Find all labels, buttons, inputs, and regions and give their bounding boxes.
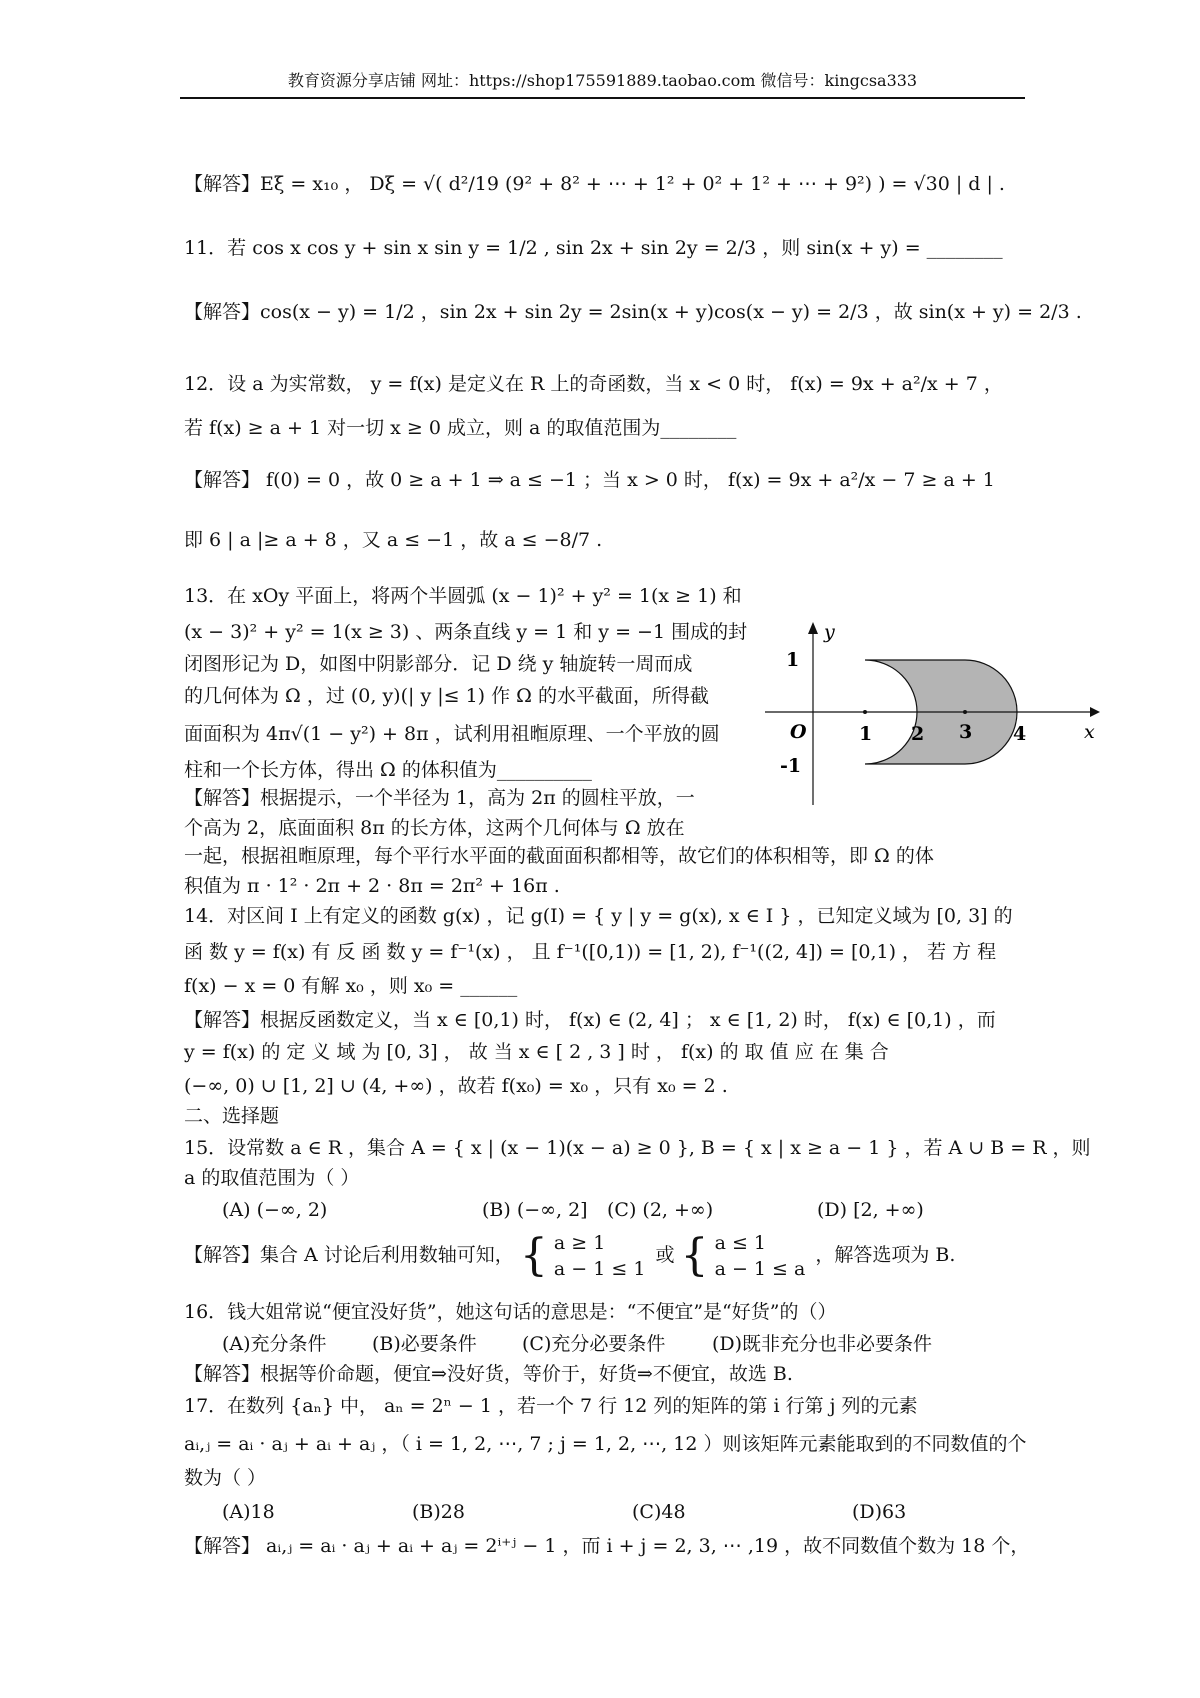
q13-line-1: 13．在 xOy 平面上，将两个半圆弧 (x − 1)² + y² = 1(x ≥ 1) 和 [184, 585, 742, 607]
q16-option-b: (B)必要条件 [372, 1333, 477, 1355]
x-tick-label-4: 4 [1013, 723, 1027, 745]
q12-question-line2: 若 f(x) ≥ a + 1 对一切 x ≥ 0 成立，则 a 的取值范围为________ [184, 417, 737, 439]
q11-question: 11．若 cos x cos y + sin x sin y = 1/2 , sin 2x + sin 2y = 2/3 ，则 sin(x + y) = ________ [184, 237, 1003, 259]
x-tick-label-3: 3 [959, 721, 973, 743]
q15-answer-prefix: 【解答】集合 A 讨论后利用数轴可知， [184, 1244, 514, 1266]
origin-label: O [790, 721, 807, 743]
q17-option-a: (A)18 [222, 1501, 275, 1523]
page-header: 教育资源分享店铺 网址：https://shop175591889.taobao.com 微信号：kingcsa333 [180, 68, 1025, 99]
q14-line-2: 函 数 y = f(x) 有 反 函 数 y = f⁻¹(x) ， 且 f⁻¹([0,1)) = [1, 2), f⁻¹((2, 4]) = [0,1) ， 若 方 程 [184, 941, 997, 963]
q13-line-5: 面面积为 4π√(1 − y²) + 8π ，试利用祖暅原理、一个平放的圆 [184, 723, 720, 745]
x-tick-label-1: 1 [859, 723, 873, 745]
q11-answer: 【解答】cos(x − y) = 1/2 ，sin 2x + sin 2y = 2sin(x + y)cos(x − y) = 2/3 ，故 sin(x + y) = 2/3 . [184, 301, 1082, 323]
q14-answer-line-1: 【解答】根据反函数定义，当 x ∈ [0,1) 时， f(x) ∈ (2, 4] ； x ∈ [1, 2) 时， f(x) ∈ [0,1) ，而 [184, 1009, 996, 1031]
q15-option-a: (A) (−∞, 2) [222, 1199, 328, 1221]
x-axis-label: x [1084, 721, 1095, 743]
q14-line-1: 14．对区间 I 上有定义的函数 g(x) ，记 g(I) = { y | y = g(x), x ∈ I } ，已知定义域为 [0, 3] 的 [184, 905, 1013, 927]
q15-option-b: (B) (−∞, 2] [482, 1199, 588, 1221]
q16-answer: 【解答】根据等价命题，便宜⇒没好货，等价于，好货⇒不便宜，故选 B. [184, 1363, 793, 1385]
x-axis-arrow [1090, 707, 1100, 717]
q16-option-c: (C)充分必要条件 [522, 1333, 666, 1355]
q15-system-2 [715, 1230, 806, 1282]
q13-line-6: 柱和一个长方体，得出 Ω 的体积值为__________ [184, 759, 592, 781]
q17-question-line1: 17．在数列 {aₙ} 中， aₙ = 2ⁿ − 1 ，若一个 7 行 12 列的矩阵的第 i 行第 j 列的元素 [184, 1395, 918, 1417]
y-axis-arrow [808, 622, 818, 634]
q16-option-a: (A)充分条件 [222, 1333, 327, 1355]
q13-answer-line-1: 【解答】根据提示，一个半径为 1，高为 2π 的圆柱平放，一 [184, 787, 695, 809]
section-title: 二、选择题 [184, 1105, 280, 1127]
q17-question-line2: aᵢ,ⱼ = aᵢ · aⱼ + aᵢ + aⱼ ，（ i = 1, 2, ⋯, 7 ; j = 1, 2, ⋯, 12 ）则该矩阵元素能取到的不同数值的个 [184, 1433, 1027, 1455]
q12-answer-line2: 即 6 | a |≥ a + 8 ，又 a ≤ −1 ，故 a ≤ −8/7 . [184, 529, 603, 551]
q17-answer: 【解答】 aᵢ,ⱼ = aᵢ · aⱼ + aᵢ + aⱼ = 2ⁱ⁺ʲ − 1 ，而 i + j = 2, 3, ⋯ ,19 ，故不同数值个数为 18 个， [184, 1535, 1030, 1557]
q10-answer: 【解答】Eξ = x₁₀ ， Dξ = √( d²/19 (9² + 8² + ⋯ + 1² + 0² + 1² + ⋯ + 9²) ) = √30 | d | . [184, 173, 1005, 195]
q13-answer-line-4: 积值为 π · 1² · 2π + 2 · 8π = 2π² + 16π . [184, 875, 560, 897]
q15-answer: 【解答】集合 A 讨论后利用数轴可知， { a ≥ 1 a − 1 ≤ 1 或 { a ≤ 1 a − 1 ≤ a ，解答选项为 B. [184, 1230, 956, 1281]
q16-question: 16．钱大姐常说“便宜没好货”，她这句话的意思是：“不便宜”是“好货”的（） [184, 1301, 837, 1323]
q13-line-2: (x − 3)² + y² = 1(x ≥ 3) 、两条直线 y = 1 和 y = −1 围成的封 [184, 621, 748, 643]
y-axis-label: y [824, 621, 835, 643]
y-tick-label-minus1: -1 [780, 755, 802, 777]
q13-figure [760, 620, 1100, 810]
q17-option-c: (C)48 [632, 1501, 686, 1523]
q17-question-line3: 数为（ ） [184, 1467, 267, 1489]
q15-option-c: (C) (2, +∞) [607, 1199, 714, 1221]
q15-question-line1: 15．设常数 a ∈ R ，集合 A = { x | (x − 1)(x − a) ≥ 0 }, B = { x | x ≥ a − 1 } ，若 A ∪ B = R ，则 [184, 1137, 1091, 1159]
q15-sys2-line1: a ≤ 1 [714, 1232, 766, 1254]
q14-answer-line-2: y = f(x) 的 定 义 域 为 [0, 3] ， 故 当 x ∈ [ 2 , 3 ] 时 ， f(x) 的 取 值 应 在 集 合 [184, 1041, 889, 1063]
q12-answer-line1: 【解答】 f(0) = 0 ，故 0 ≥ a + 1 ⇒ a ≤ −1 ；当 x > 0 时， f(x) = 9x + a²/x − 7 ≥ a + 1 [184, 469, 995, 491]
q15-answer-or: 或 [655, 1244, 675, 1266]
q15-options [222, 1198, 924, 1222]
q17-option-b: (B)28 [412, 1501, 465, 1523]
q15-system-1 [554, 1230, 646, 1282]
q13-answer-line-2: 个高为 2，底面面积 8π 的长方体，这两个几何体与 Ω 放在 [184, 817, 685, 839]
q17-option-d: (D)63 [852, 1501, 907, 1523]
q15-option-d: (D) [2, +∞) [817, 1199, 924, 1221]
q12-question-line1: 12．设 a 为实常数， y = f(x) 是定义在 R 上的奇函数，当 x < 0 时， f(x) = 9x + a²/x + 7 ， [184, 373, 1003, 395]
q14-answer-line-3: (−∞, 0) ∪ [1, 2] ∪ (4, +∞) ，故若 f(x₀) = x₀ ，只有 x₀ = 2 . [184, 1075, 728, 1097]
q15-sys2-line2: a − 1 ≤ a [714, 1258, 806, 1280]
q16-options [222, 1332, 932, 1356]
q15-question-line2: a 的取值范围为（ ） [184, 1167, 360, 1189]
q15-sys1-line1: a ≥ 1 [553, 1232, 606, 1254]
q16-option-d: (D)既非充分也非必要条件 [712, 1333, 933, 1355]
q17-options [222, 1500, 906, 1524]
q14-line-3: f(x) − x = 0 有解 x₀ ，则 x₀ = ______ [184, 975, 518, 997]
x-tick-label-2: 2 [911, 723, 925, 745]
q15-sys1-line2: a − 1 ≤ 1 [553, 1258, 646, 1280]
q13-line-3: 闭图形记为 D，如图中阴影部分．记 D 绕 y 轴旋转一周而成 [184, 653, 693, 675]
q15-answer-suffix: ，解答选项为 B. [815, 1244, 956, 1266]
q13-line-4: 的几何体为 Ω ，过 (0, y)(| y |≤ 1) 作 Ω 的水平截面，所得截 [184, 685, 709, 707]
y-tick-label-1: 1 [786, 649, 800, 671]
q13-answer-line-3: 一起，根据祖暅原理，每个平行水平面的截面面积都相等，故它们的体积相等，即 Ω 的体 [184, 845, 934, 867]
